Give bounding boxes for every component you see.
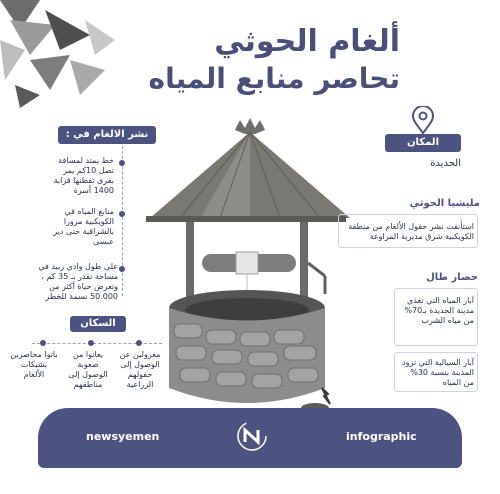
well-illustration [140,118,350,413]
timeline-dot [119,160,125,166]
place-value: الحديدة [430,158,461,169]
decorative-shards [0,0,120,110]
militia-text: استأنفت نشر حقول الألغام من منطقة الكويكبية شرق مديرية المراوعة [348,222,474,241]
residents-dot [40,340,46,346]
title-line2: تحاصر منابع المياه [148,62,400,95]
place-header: المكان [385,134,461,152]
resident-item-3: معزولين عن الوصول إلى حقولهم الزراعية [119,350,161,389]
timeline-dot [119,266,125,272]
logo-icon [236,420,268,452]
timeline-line [122,146,123,296]
footer-left-text: newsyemen [86,430,160,443]
resident-item-2: يعانوا من صعوبة الوصول إلى مناطقهم [68,350,108,389]
footer-right-text: infographic [346,430,417,443]
left-item-1: خط يمتد لمسافة تصل 10كم يمر بقرى تقطنها قرابة 1400 أسرة [53,156,114,195]
resident-item-1: باتوا محاصرين بشبكات الألغام [10,350,58,379]
residents-header: السكان [70,316,126,332]
left-item-3: على طول وادي زبيد في مساحة تقدر بـ 35 كم ، وتعرض حياة أكثر من 50.000 نسمة للخطر [38,262,118,301]
timeline-dot [119,211,125,217]
militia-label: مليشيا الحوثي [409,198,480,209]
title-line1: ألغام الحوثي [214,24,400,59]
left-header: نشر الالغام في : [58,126,156,144]
siege-item-2: آبار السيالية التي تزود المدينة بنسبة 30% من المياه [402,358,474,387]
location-pin-icon [412,106,434,134]
left-item-2: منابع المياه في الكويكبية مرورا بالشراقية حتى دير عبسى [53,207,114,246]
siege-label: حصار طال [426,272,478,283]
siege-item-1: آبار المياه التي تغذي مدينة الحديدة بـ70% من مياه الشرب [404,296,474,325]
residents-dot [88,340,94,346]
